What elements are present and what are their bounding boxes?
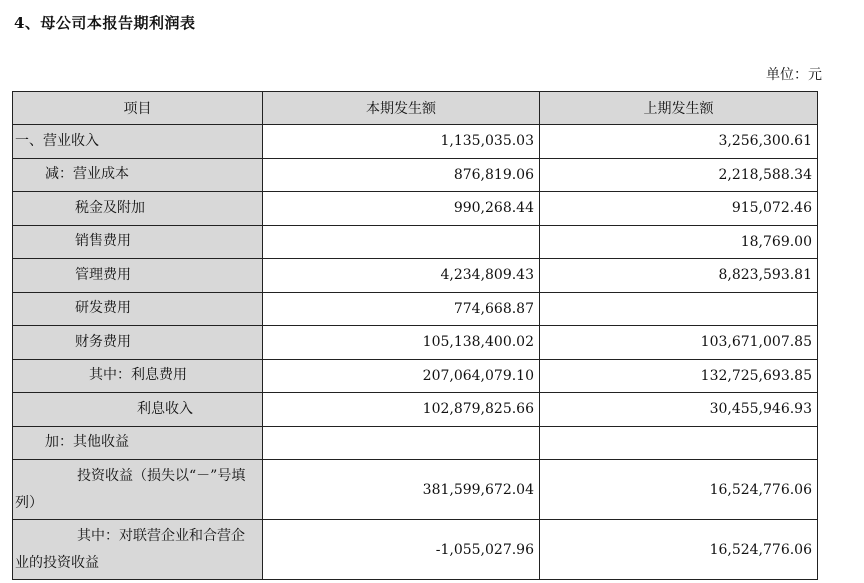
table-row (13, 426, 818, 460)
row-item-label: 财务费用 (13, 326, 263, 360)
row-previous-value: 18,769.00 (540, 225, 818, 259)
row-item-label: 管理费用 (13, 259, 263, 293)
unit-label: 单位：元 (766, 67, 822, 83)
header-current-period: 本期发生额 (263, 92, 540, 125)
row-current-value: 876,819.06 (263, 158, 540, 192)
row-previous-value: 16,524,776.06 (540, 520, 818, 580)
row-previous-value: 16,524,776.06 (540, 460, 818, 520)
row-item-label: 一、营业收入 (13, 125, 263, 159)
row-current-value: -1,055,027.96 (263, 520, 540, 580)
table-header-row (13, 92, 818, 125)
row-previous-value: 30,455,946.93 (540, 393, 818, 427)
table-row (13, 259, 818, 293)
table-row (13, 225, 818, 259)
table-row (13, 292, 818, 326)
table-row (13, 393, 818, 427)
row-item-label: 研发费用 (13, 292, 263, 326)
row-item-label: 利息收入 (13, 393, 263, 427)
row-previous-value: 915,072.46 (540, 192, 818, 226)
header-previous-period: 上期发生额 (540, 92, 818, 125)
row-item-label: 其中：对联营企业和合营企业的投资收益 (13, 520, 263, 580)
header-item: 项目 (13, 92, 263, 125)
row-item-label: 税金及附加 (13, 192, 263, 226)
row-item-label: 投资收益（损失以“－”号填列） (13, 460, 263, 520)
row-previous-value: 103,671,007.85 (540, 326, 818, 360)
row-previous-value: 2,218,588.34 (540, 158, 818, 192)
row-item-label: 加：其他收益 (13, 426, 263, 460)
table-row (13, 359, 818, 393)
row-current-value: 774,668.87 (263, 292, 540, 326)
row-previous-value (540, 426, 818, 460)
row-item-label: 销售费用 (13, 225, 263, 259)
row-current-value (263, 426, 540, 460)
table-row (13, 520, 818, 580)
row-current-value: 381,599,672.04 (263, 460, 540, 520)
row-current-value (263, 225, 540, 259)
row-current-value: 1,135,035.03 (263, 125, 540, 159)
row-previous-value: 8,823,593.81 (540, 259, 818, 293)
row-current-value: 102,879,825.66 (263, 393, 540, 427)
row-current-value: 105,138,400.02 (263, 326, 540, 360)
row-previous-value (540, 292, 818, 326)
table-row (13, 460, 818, 520)
row-current-value: 4,234,809.43 (263, 259, 540, 293)
table-row (13, 125, 818, 159)
report-title: 4、母公司本报告期利润表 (14, 14, 196, 32)
row-current-value: 207,064,079.10 (263, 359, 540, 393)
table-row (13, 158, 818, 192)
row-item-label: 减：营业成本 (13, 158, 263, 192)
row-current-value: 990,268.44 (263, 192, 540, 226)
row-previous-value: 3,256,300.61 (540, 125, 818, 159)
row-previous-value: 132,725,693.85 (540, 359, 818, 393)
table-row (13, 192, 818, 226)
table-row (13, 326, 818, 360)
row-item-label: 其中：利息费用 (13, 359, 263, 393)
income-statement-table (12, 91, 818, 580)
